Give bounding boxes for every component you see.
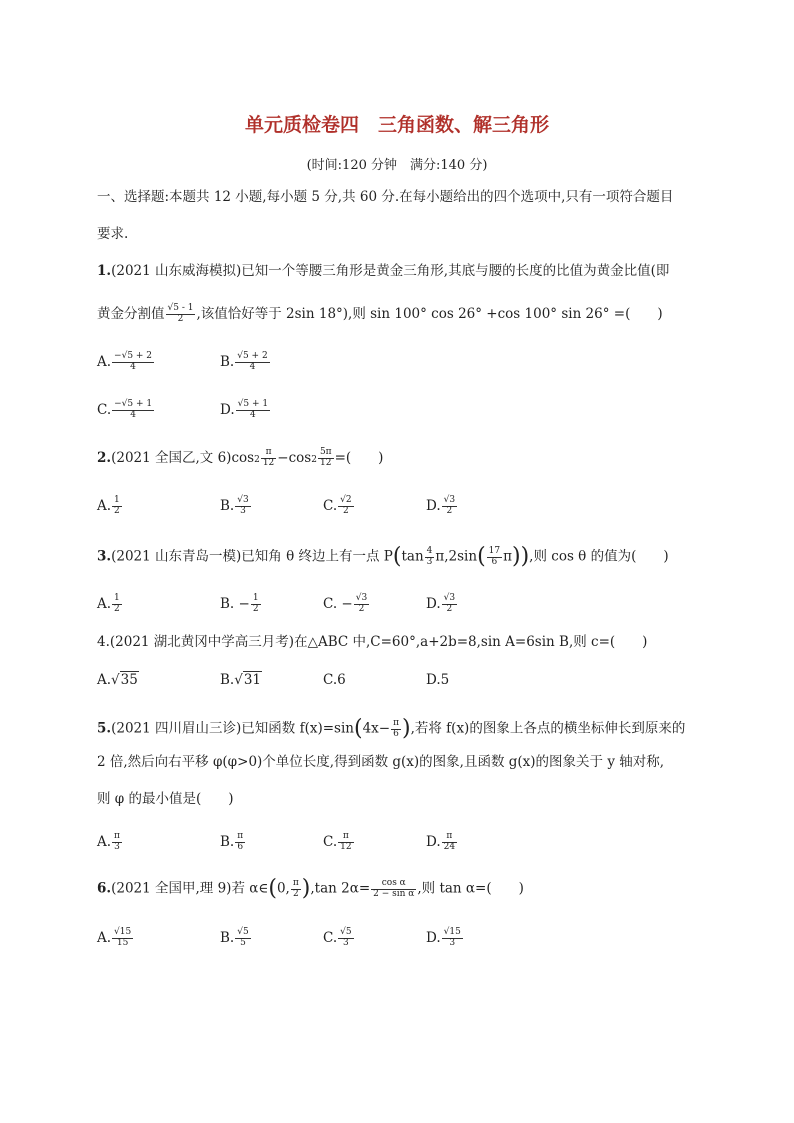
section-instruction-line1: 一、选择题:本题共 12 小题,每小题 5 分,共 60 分.在每小题给出的四个选项中,只有一项符合题目	[97, 189, 674, 205]
question-5-option-c[interactable]: C. $\frac{\pi}{12}$	[323, 831, 352, 852]
question-5-option-a[interactable]: A. $\frac{\pi}{3}$	[97, 831, 120, 852]
question-5-line2: 2 倍,然后向右平移 φ(φ>0)个单位长度,得到函数 g(x)的图象,且函数 g(x)的图象关于 y 轴对称,	[97, 754, 665, 770]
question-3-option-a[interactable]: A. $\frac{1}{2}$	[97, 593, 120, 614]
question-6-number: 6.	[97, 880, 112, 897]
question-4-option-b[interactable]: B.√31	[220, 672, 262, 688]
question-4-option-d[interactable]: D.5	[426, 672, 450, 688]
question-3-option-c[interactable]: C. − $\frac{√3}{2}$	[323, 593, 368, 614]
question-1-number: 1.	[97, 263, 112, 279]
question-1-option-a[interactable]: A. $\frac{-√5 + 2}{4}$	[97, 351, 153, 372]
question-1-option-b[interactable]: B. $\frac{√5 + 2}{4}$	[220, 351, 268, 372]
question-6-stem: 6.(2021 全国甲,理 9)若 α∈(0, $\frac{\pi}{2}$ ),tan 2α= $\frac{\text{cos α}}{\text{2 − sin α}}$ ,则 tan α=( )	[97, 876, 524, 901]
question-2-number: 2.	[97, 449, 112, 466]
section-instruction-line2: 要求.	[97, 226, 129, 242]
question-6-option-a[interactable]: A. $\frac{√15}{15}$	[97, 927, 132, 948]
question-5-option-b[interactable]: B. $\frac{\pi}{6}$	[220, 831, 244, 852]
question-1-option-d[interactable]: D. $\frac{√5 + 1}{4}$	[220, 399, 269, 420]
question-3-option-b[interactable]: B. − $\frac{1}{2}$	[220, 593, 259, 614]
question-5-line3: 则 φ 的最小值是( )	[97, 791, 234, 807]
question-4-option-a[interactable]: A.√35	[97, 672, 138, 688]
question-3-stem: 3.(2021 山东青岛一模)已知角 θ 终边上有一点 P(tan $\frac{4}{3}$ π,2sin( $\frac{17}{6}$ π)),则 cos θ 的值为( )	[97, 544, 669, 569]
question-2-stem: 2.(2021 全国乙,文 6)cos2 $\frac{\pi}{12}$ −cos2 $\frac{5\pi}{12}$ =( )	[97, 447, 384, 468]
question-2-option-b[interactable]: B. $\frac{√3}{3}$	[220, 495, 249, 516]
question-1-option-c[interactable]: C. $\frac{-√5 + 1}{4}$	[97, 399, 153, 420]
question-5-option-d[interactable]: D. $\frac{\pi}{24}$	[426, 831, 456, 852]
question-4-stem: 4.(2021 湖北黄冈中学高三月考)在△ABC 中,C=60°,a+2b=8,sin A=6sin B,则 c=( )	[97, 634, 648, 650]
question-4-number: 4.	[97, 634, 110, 650]
question-3-option-d[interactable]: D. $\frac{√3}{2}$	[426, 593, 456, 614]
question-5-number: 5.	[97, 720, 112, 737]
question-6-option-d[interactable]: D. $\frac{√15}{3}$	[426, 927, 461, 948]
question-2-option-c[interactable]: C. $\frac{√2}{2}$	[323, 495, 352, 516]
question-6-option-b[interactable]: B. $\frac{√5}{5}$	[220, 927, 249, 948]
page-title: 单元质检卷四 三角函数、解三角形	[244, 114, 549, 136]
question-5-line1: 5.(2021 四川眉山三诊)已知函数 f(x)=sin(4x− $\frac{\pi}{6}$ ),若将 f(x)的图象上各点的横坐标伸长到原来的	[97, 716, 686, 741]
golden-ratio-fraction: $\frac{√5 - 1}{2}$	[167, 303, 194, 324]
exam-info: (时间:120 分钟 满分:140 分)	[306, 158, 488, 173]
question-1-line2: 黄金分割值 $\frac{√5 - 1}{2}$ ,该值恰好等于 2sin 18°),则 sin 100° cos 26° +cos 100° sin 26° =( )	[97, 303, 663, 324]
question-2-option-d[interactable]: D. $\frac{√3}{2}$	[426, 495, 456, 516]
question-3-number: 3.	[97, 548, 112, 565]
question-6-option-c[interactable]: C. $\frac{√5}{3}$	[323, 927, 352, 948]
question-4-option-c[interactable]: C.6	[323, 672, 346, 688]
question-1-line1: 1.(2021 山东威海模拟)已知一个等腰三角形是黄金三角形,其底与腰的长度的比值为黄金比值(即	[97, 263, 670, 279]
question-2-option-a[interactable]: A. $\frac{1}{2}$	[97, 495, 120, 516]
